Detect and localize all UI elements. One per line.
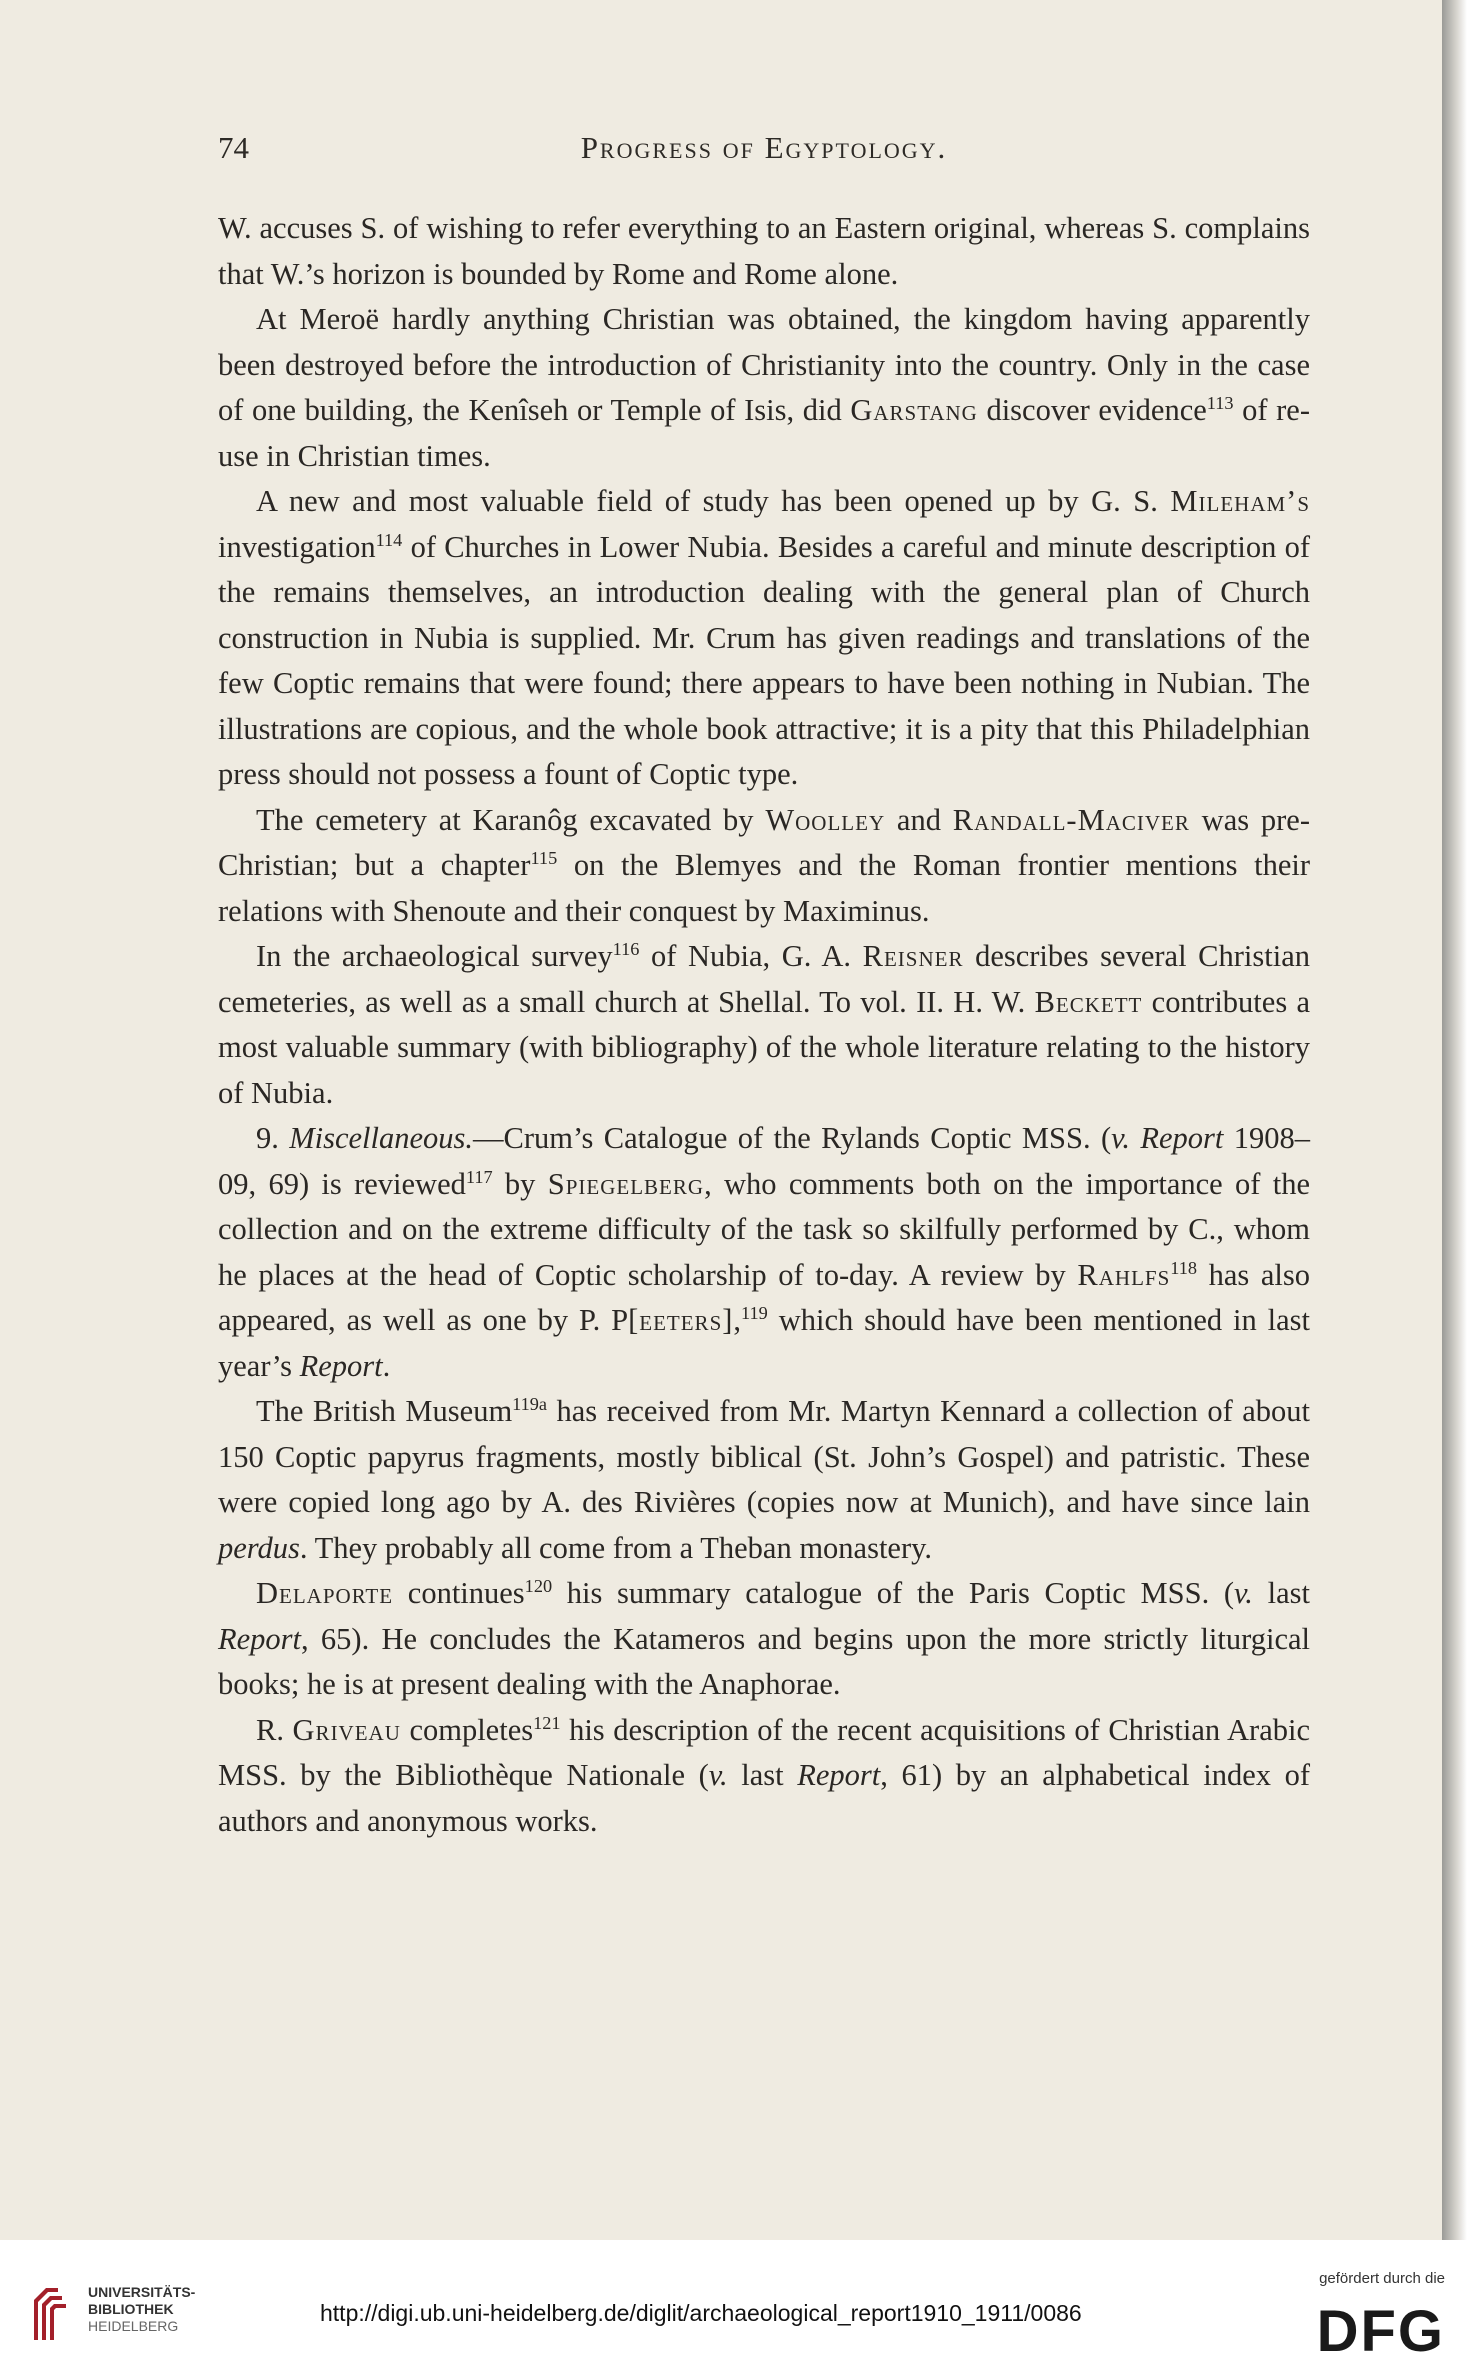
section-heading: Miscellaneous.: [289, 1121, 474, 1155]
paragraph: At Meroë hardly anything Christian was obtained, the kingdom having apparently been destroyed before the introduction of Christianity into the country. Only in the case of one building, the Kenîseh or Temple of Isis, did Garstang discover evidence$^{113}$ of re-use in Christian times.: [218, 302, 1310, 473]
paragraph: W. accuses S. of wishing to refer everything to an Eastern original, whereas S. complains that W.’s horizon is bounded by Rome and Rome alone.: [218, 211, 1310, 291]
footer-bar: [0, 2240, 1467, 2380]
library-name: UNIVERSITÄTS- BIBLIOTHEK HEIDELBERG: [88, 2284, 196, 2334]
library-logo-icon: [28, 2282, 80, 2344]
source-url-link[interactable]: http://digi.ub.uni-heidelberg.de/diglit/archaeological_report1910_1911/0086: [320, 2300, 1082, 2326]
page-header: [218, 130, 1310, 174]
paragraph: The cemetery at Karanôg excavated by Woolley and Randall-Maciver was pre-Christian; but a chapter$^{115}$ on the Blemyes and the Roman frontier mentions their relations with Shenoute and their conquest by Maximinus.: [218, 802, 1311, 928]
paragraph: The British Museum$^{119a}$ has received from Mr. Martyn Kennard a collection of about 150 Coptic papyrus fragments, mostly biblical (St. John’s Gospel) and patristic. These were copied long ago by A. des Rivières (copies now at Munich), and have since lain perdus. They probably all come from a Theban monastery.: [218, 1393, 1310, 1565]
paragraph: Delaporte continues$^{120}$ his summary catalogue of the Paris Coptic MSS. (v. last Report, 65). He concludes the Katameros and begins upon the more strictly liturgical books; he is at present dealing with the Anaphorae.: [218, 1575, 1310, 1701]
paragraph: R. Griveau completes$^{121}$ his description of the recent acquisitions of Christian Arabic MSS. by the Bibliothèque Nationale (v. last Report, 61) by an alphabetical index of authors and anonymous works.: [218, 1712, 1311, 1838]
dfg-logo: DFG: [1316, 2299, 1445, 2364]
paragraph: A new and most valuable field of study has been opened up by G. S. Mileham’s investigation$^{114}$ of Churches in Lower Nubia. Besides a careful and minute description of the remains themselves, an introduction dealing with the general plan of Church construction in Nubia is supplied. Mr. Crum has given readings and translations of the few Coptic remains that were found; there appears to have been nothing in Nubian. The illustrations are copious, and the whole book attractive; it is a pity that this Philadelphian press should not possess a fount of Coptic type.: [218, 484, 1310, 791]
body-text: [218, 206, 1310, 1844]
funding-note: gefördert durch die: [1319, 2270, 1445, 2287]
paragraph: In the archaeological survey$^{116}$ of Nubia, G. A. Reisner describes several Christian cemeteries, as well as a small church at Shellal. To vol. II. H. W. Beckett contributes a most valuable summary (with bibliography) of the whole literature relating to the history of Nubia.: [218, 938, 1310, 1110]
running-title: Progress of Egyptology.: [580, 130, 948, 165]
page-edge-shadow: [1442, 0, 1467, 2240]
page-number: 74: [218, 130, 249, 165]
paragraph: 9. Miscellaneous.—Crum’s Catalogue of the Rylands Coptic MSS. (v. Report 1908–09, 69) is reviewed$^{117}$ by Spiegelberg, who comments both on the importance of the collection and on the extreme difficulty of the task so skilfully performed by C., whom he places at the head of Coptic scholarship of to-day. A review by Rahlfs$^{118}$ has also appeared, as well as one by P. P[eeters],$^{119}$ which should have been mentioned in last year’s Report.: [218, 1121, 1311, 1383]
